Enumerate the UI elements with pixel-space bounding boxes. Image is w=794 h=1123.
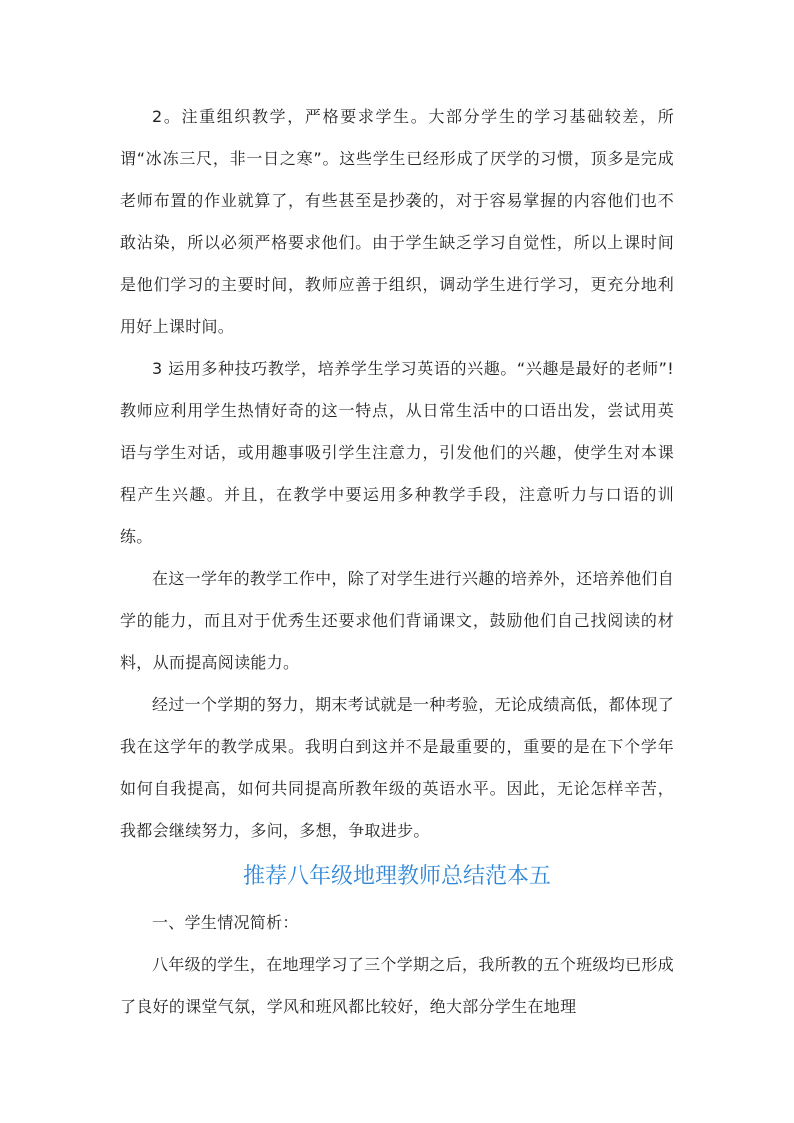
paragraph-organize-teaching: 2。注重组织教学，严格要求学生。大部分学生的学习基础较差，所谓“冰冻三尺，非一日之寒”。这些学生已经形成了厌学的习惯，顶多是完成老师布置的作业就算了，有些甚至是抄袭的，对于容易掌握的内容他们也不敢沾染，所以必须严格要求他们。由于学生缺乏学习自觉性，所以上课时间是他们学习的主要时间，教师应善于组织，调动学生进行学习，更充分地利用好上课时间。 xyxy=(120,107,674,336)
paragraph-self-study: 在这一学年的教学工作中，除了对学生进行兴趣的培养外，还培养他们自学的能力，而且对于优秀生还要求他们背诵课文，鼓励他们自己找阅读的材料，从而提高阅读能力。 xyxy=(120,569,674,672)
paragraph-student-analysis: 八年级的学生，在地理学习了三个学期之后，我所教的五个班级均已形成了良好的课堂气氛，学风和班风都比较好，绝大部分学生在地理 xyxy=(120,955,674,1016)
document-page xyxy=(120,96,674,1028)
paragraph-semester-results: 经过一个学期的努力，期末考试就是一种考验，无论成绩高低，都体现了我在这学年的教学成果。我明白到这并不是最重要的，重要的是在下个学年如何自我提高，如何共同提高所教年级的英语水平。因此，无论怎样辛苦，我都会继续努力，多问，多想，争取进步。 xyxy=(120,695,674,840)
paragraph-student-analysis-title: 一、学生情况简析： xyxy=(152,913,299,932)
section-heading: 推荐八年级地理教师总结范本五 xyxy=(242,864,551,889)
paragraph-teaching-skills: 3 运用多种技巧教学，培养学生学习英语的兴趣。“兴趣是最好的老师”!教师应利用学生热情好奇的这一特点，从日常生活中的口语出发，尝试用英语与学生对话，或用趣事吸引学生注意力，引发他们的兴趣，使学生对本课程产生兴趣。并且，在教学中要运用多种教学手段，注意听力与口语的训练。 xyxy=(120,359,674,546)
